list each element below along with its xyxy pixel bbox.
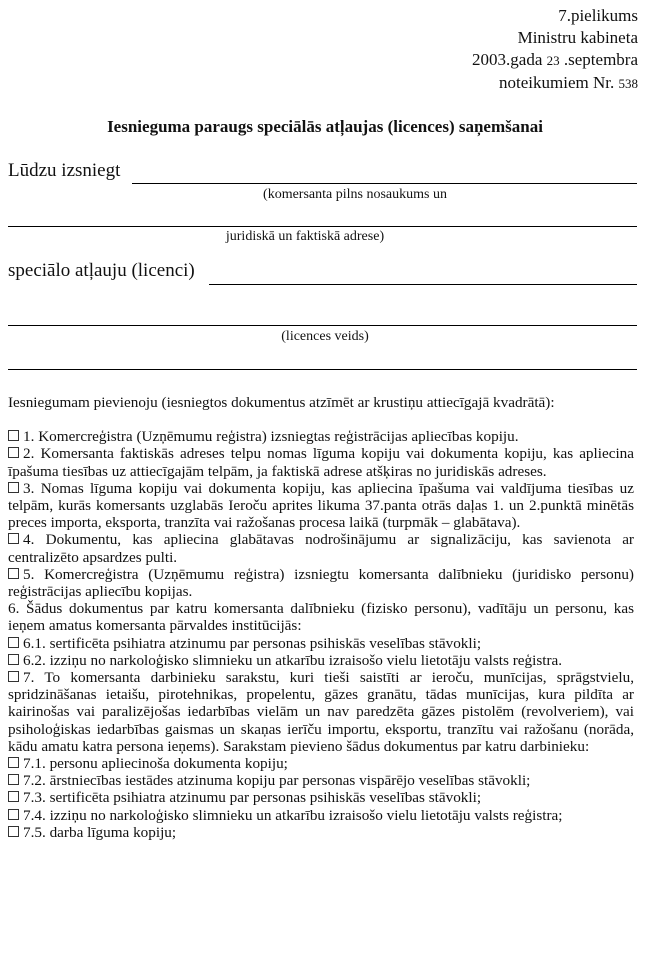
appendix-number: 7.pielikums — [558, 6, 638, 25]
checkbox[interactable] — [8, 671, 19, 682]
cabinet-line: Ministru kabineta — [517, 28, 638, 47]
attachment-item — [8, 789, 634, 806]
license-extra-line[interactable] — [8, 369, 637, 370]
attachment-item — [8, 772, 634, 789]
intro-text: Iesniegumam pievienoju (iesniegtos dokumentus atzīmēt ar krustiņu attiecīgajā kvadrātā): — [8, 394, 555, 411]
attachment-item — [8, 531, 634, 565]
attachment-item-text: 7.5. darba līguma kopiju; — [23, 823, 177, 841]
attachment-item-text: 1. Komercreģistra (Uzņēmumu reģistra) izsniegtas reģistrācijas apliecības kopiju. — [23, 428, 519, 446]
checkbox[interactable] — [8, 791, 19, 802]
attachment-item-text: 5. Komercreģistra (Uzņēmumu reģistra) izsniegtu komersanta dalībnieku (juridisko personu) reģistrācijas apliecību kopijas. — [8, 565, 634, 601]
attachment-item-text: 6.2. izziņu no narkoloģisko slimnieku un atkarību izraisošo vielu lietotāju valsts reģistra. — [23, 651, 563, 669]
attachment-item — [8, 566, 634, 600]
attachment-item-text: 6. Šādus dokumentus par katru komersanta dalībnieku (fizisko personu), vadītāju un personu, kas ieņem amatus komersanta pārvaldes institūcijās: — [8, 600, 634, 635]
caption-license-type: (licences veids) — [281, 329, 369, 344]
attachment-item — [8, 635, 634, 652]
checkbox[interactable] — [8, 430, 19, 441]
checkbox[interactable] — [8, 568, 19, 579]
attachment-item — [8, 600, 634, 634]
company-address-line[interactable] — [8, 226, 637, 227]
attachment-item — [8, 445, 634, 479]
attachment-item — [8, 669, 634, 755]
date-month: .septembra — [563, 50, 638, 69]
date-line — [472, 49, 638, 72]
request-label: Lūdzu izsniegt — [8, 160, 121, 181]
attachment-item — [8, 824, 634, 841]
attachment-item — [8, 428, 634, 445]
attachment-item — [8, 755, 634, 772]
attachment-item — [8, 480, 634, 532]
document-body — [8, 394, 634, 841]
attachment-item-text: 3. Nomas līguma kopiju vai dokumenta kopiju, kas apliecina īpašuma vai valdījuma tiesības uz telpām, kurās komersants uzglabās Ieroču aprites likuma 37.panta otrās daļas 1. un 2.punktā minētās preces importa, eksporta, tranzīta vai ražošanas procesa laikā (turpmāk – glabātava). — [8, 479, 634, 532]
attachment-list — [8, 428, 634, 841]
date-day: 23 — [546, 53, 560, 68]
document-header — [472, 5, 638, 95]
attachment-item-text: 7.3. sertificēta psihiatra atzinumu par personas psihiskās veselības stāvokli; — [23, 789, 482, 807]
checkbox[interactable] — [8, 774, 19, 785]
checkbox[interactable] — [8, 482, 19, 493]
caption-address: juridiskā un faktiskā adrese) — [225, 229, 385, 244]
checkbox[interactable] — [8, 654, 19, 665]
attachment-item — [8, 652, 634, 669]
attachment-item-text: 7.1. personu apliecinoša dokumenta kopiju; — [23, 755, 288, 773]
license-label: speciālo atļauju (licenci) — [8, 260, 195, 281]
company-name-line[interactable] — [132, 183, 637, 184]
regulation-number: 538 — [618, 76, 638, 91]
checkbox[interactable] — [8, 637, 19, 648]
checkbox[interactable] — [8, 533, 19, 544]
regulation-prefix: noteikumiem Nr. — [499, 73, 615, 92]
regulation-line — [472, 72, 638, 95]
date-prefix: 2003.gada — [472, 50, 543, 69]
attachment-item-text: 7. To komersanta darbinieku sarakstu, kuri tieši saistīti ar ieroču, munīcijas, sprāgstvielu, spridzināšanas ietaišu, pirotehnikas, propelentu, gāzes granātu, tādas munīcijas, kura pildīta ar kairinošas vai paralizējošas iedarbības vielām un nav paredzēta gāzes pistolēm (revolveriem), vai psiholoģiskas iedarbības gaismas un skaņas ierīču importu, eksportu, tranzītu vai ražošanu (norāda, kādu amatu katra persona ieņems). Sarakstam pievieno šādus dokumentus par katru darbinieku: — [8, 669, 634, 755]
attachment-item-text: 7.4. izziņu no narkoloģisko slimnieku un atkarību izraisošo vielu lietotāju valsts reģistra; — [23, 806, 563, 824]
checkbox[interactable] — [8, 447, 19, 458]
checkbox[interactable] — [8, 826, 19, 837]
attachment-item-text: 6.1. sertificēta psihiatra atzinumu par personas psihiskās veselības stāvokli; — [23, 634, 482, 652]
attachment-item-text: 2. Komersanta faktiskās adreses telpu nomas līguma kopiju vai dokumenta kopiju, kas apliecina īpašuma tiesības uz attiecīgajām telpām, ja faktiskā adrese atšķiras no juridiskās adreses. — [8, 445, 634, 480]
license-type-line[interactable] — [8, 325, 637, 326]
attachment-item — [8, 807, 634, 824]
attachment-item-text: 7.2. ārstniecības iestādes atzinuma kopiju par personas vispārējo veselības stāvokli; — [23, 772, 531, 790]
caption-company: (komersanta pilns nosaukums un — [263, 187, 447, 202]
license-name-line[interactable] — [209, 284, 637, 285]
checkbox[interactable] — [8, 757, 19, 768]
attachment-item-text: 4. Dokumentu, kas apliecina glabātavas nodrošinājumu ar signalizāciju, kas savienota ar centralizēto apsardzes pulti. — [8, 531, 634, 566]
document-title: Iesnieguma paraugs speciālās atļaujas (licences) saņemšanai — [107, 117, 543, 136]
checkbox[interactable] — [8, 809, 19, 820]
